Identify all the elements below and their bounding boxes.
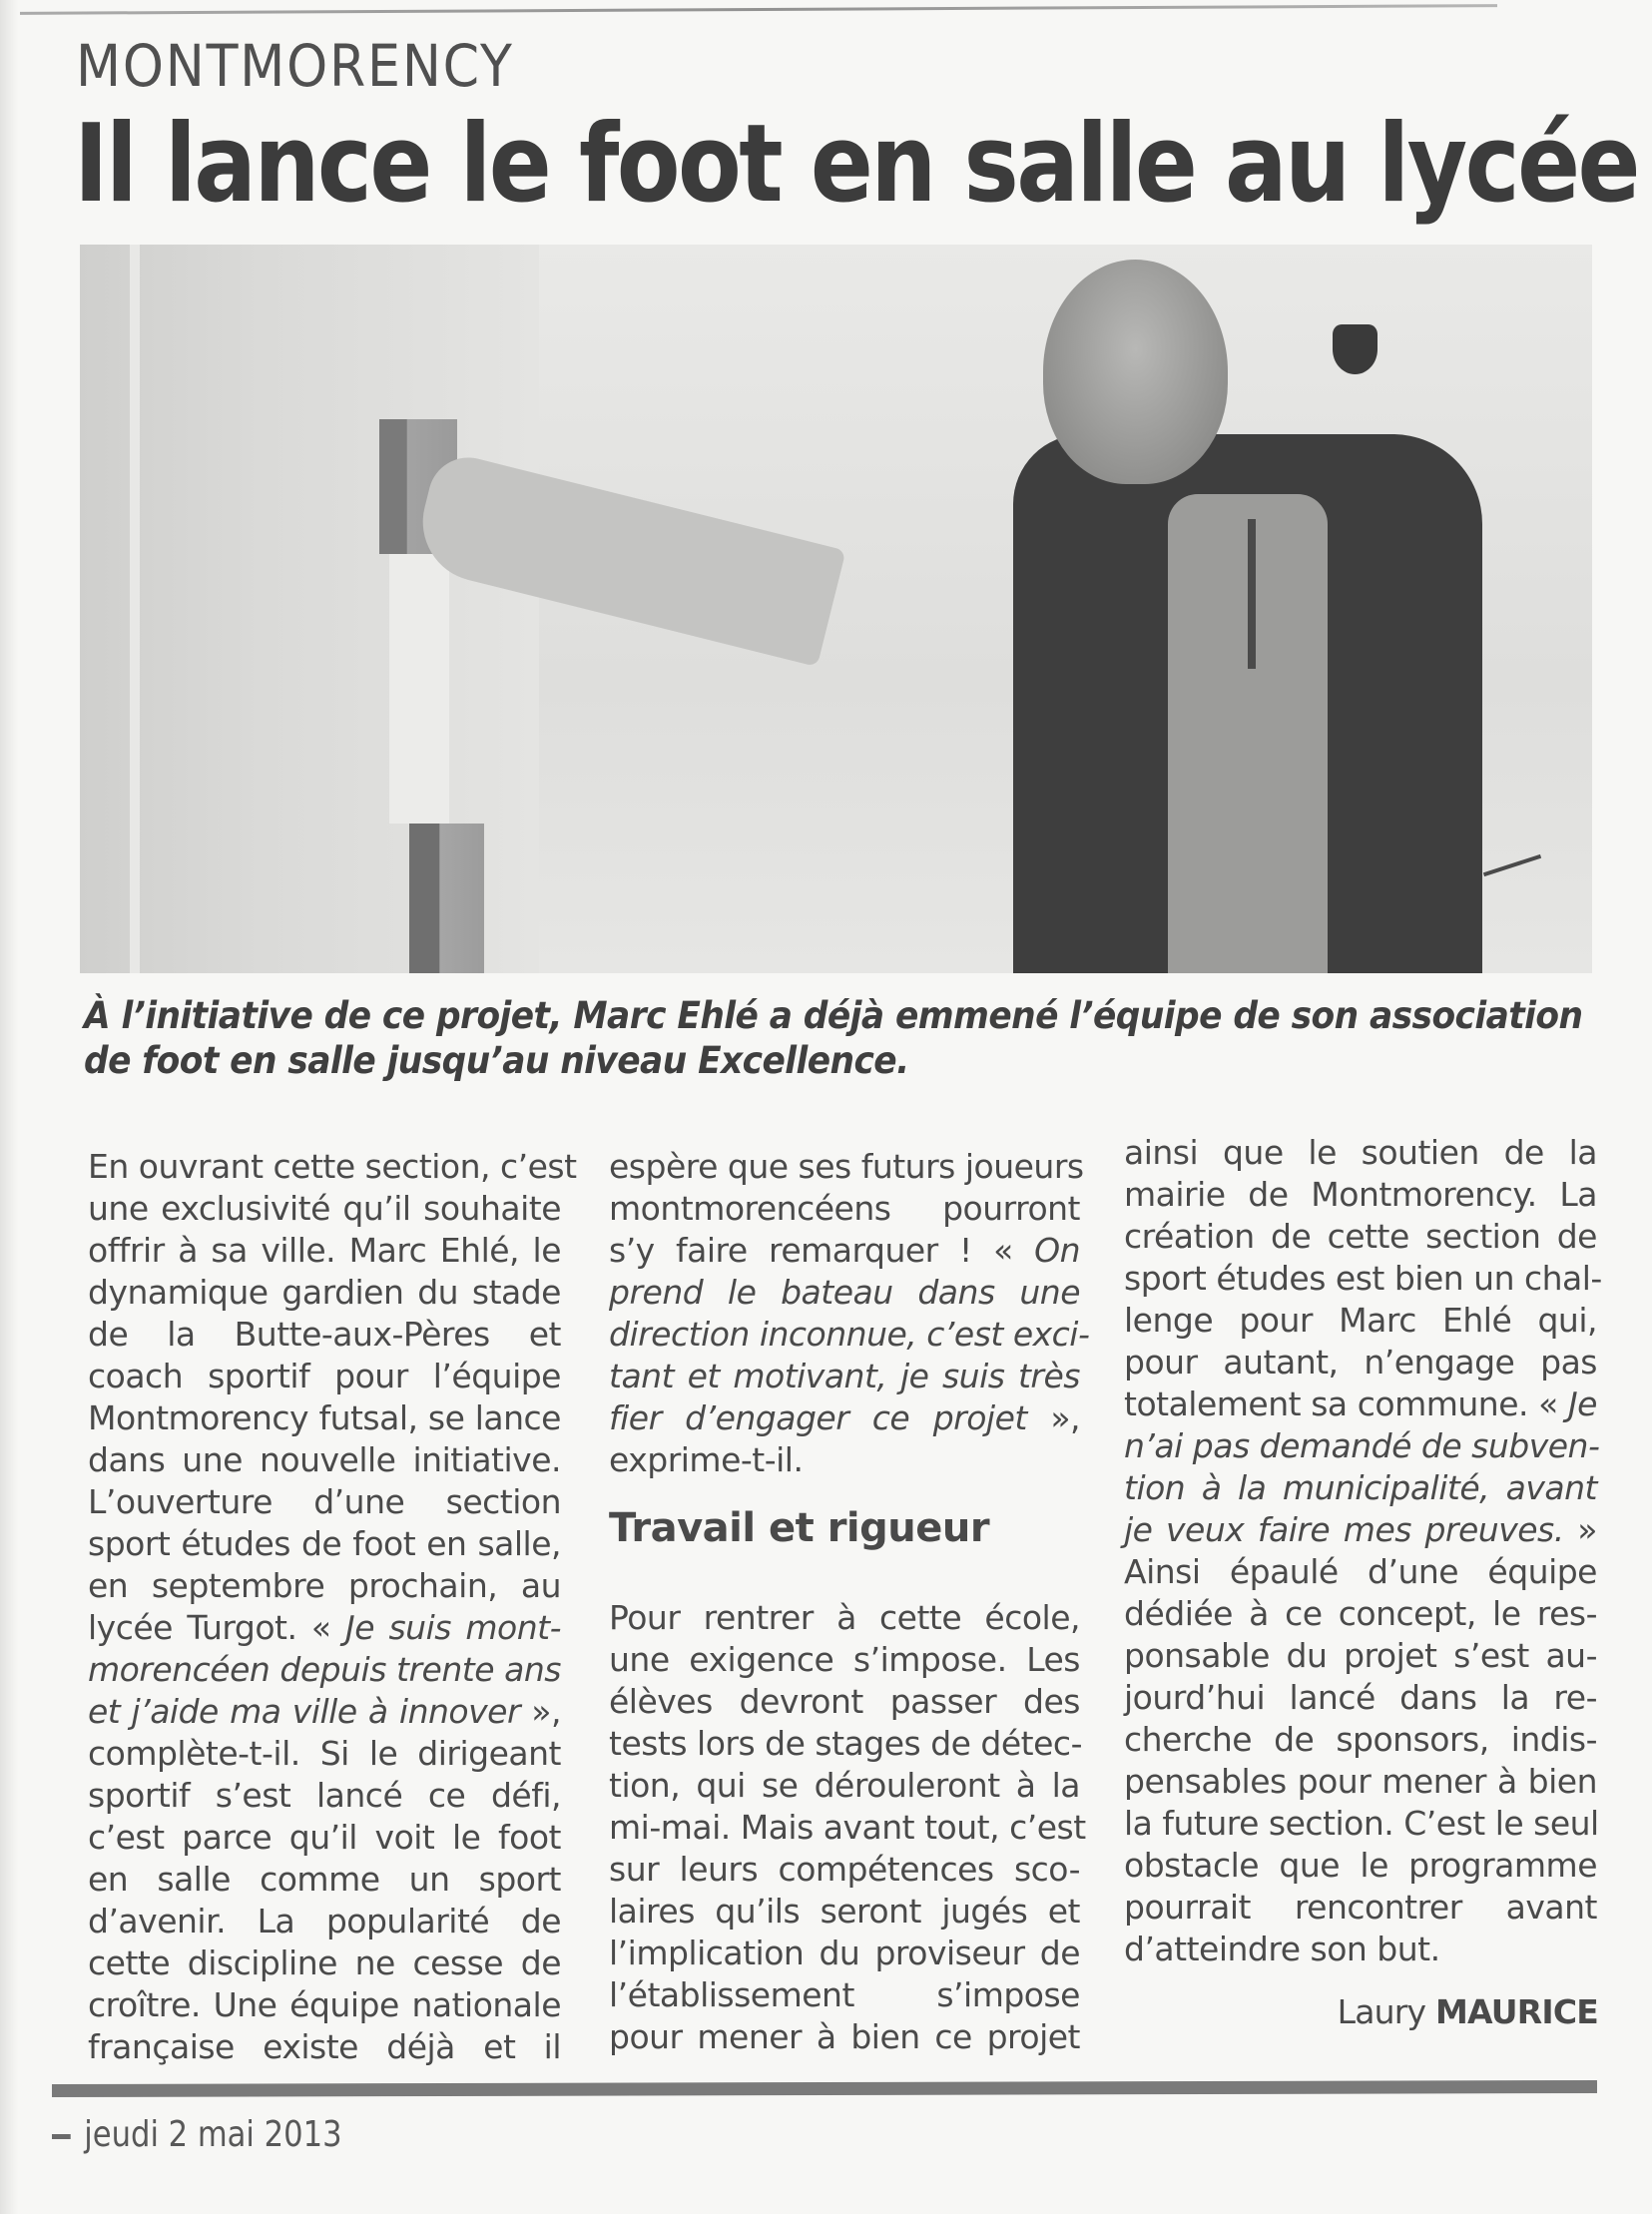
body-text: sur leurs compétences sco- [609,1850,1080,1889]
caption-line: de foot en salle jusqu’au niveau Excellence. [84,1039,909,1082]
text-line [88,1691,561,1733]
text-line [1124,1761,1597,1803]
text-line [88,1607,561,1649]
body-text: en salle comme un sport [88,1860,561,1899]
text-line [88,1859,561,1901]
body-text: croître. Une équipe nationale [88,1985,561,2024]
body-text: pensables pour mener à bien [1124,1762,1597,1801]
body-text: une exclusivité qu’il souhaite [88,1189,561,1228]
text-line [1124,1635,1597,1677]
body-text: dynamique gardien du stade [88,1273,561,1312]
body-text: dans une nouvelle initiative. [88,1440,561,1479]
body-text: mi-mai. Mais avant tout, c’est [609,1808,1086,1847]
text-line [609,1765,1080,1807]
body-text: » [1563,1510,1597,1549]
wall-badge [1333,324,1377,374]
text-line [609,1597,1080,1639]
body-text: Ainsi épaulé d’une équipe [1124,1552,1597,1591]
body-text: cherche de sponsors, indis- [1124,1720,1597,1759]
body-text: sport études de foot en salle, [88,1524,561,1563]
body-text: pourrait rencontrer avant [1124,1888,1597,1927]
photo-wall-line [130,245,140,973]
quote-text: tion à la municipalité, avant [1124,1468,1597,1507]
text-line [609,1849,1080,1891]
article-column-1 [88,1146,577,2068]
body-text: en septembre prochain, au [88,1566,561,1605]
body-text: totalement sa commune. « [1124,1384,1568,1423]
text-line [609,2016,1080,2058]
text-line [609,1230,1080,1272]
byline-last-name: MAURICE [1434,1992,1598,2031]
text-line [1124,1845,1597,1887]
article-column-2 [609,1146,1090,1481]
body-text: une exigence s’impose. Les [609,1640,1080,1679]
text-line [88,1901,561,1942]
text-line [1124,1300,1597,1342]
text-line [88,1942,561,1984]
text-line [1124,1174,1597,1216]
scan-edge [0,0,18,2214]
text-line [609,1314,1090,1356]
body-text: obstacle que le programme [1124,1846,1597,1885]
body-text: Montmorency futsal, se lance [88,1398,561,1437]
body-text: élèves devront passer des [609,1682,1080,1721]
byline [1333,1992,1598,2031]
scan-top-edge [20,4,1497,15]
text-line [1124,1425,1600,1467]
article-column-3 [1124,1132,1602,1970]
text-line [1124,1593,1597,1635]
goal-post-middle [389,554,449,824]
body-text: dédiée à ce concept, le res- [1124,1594,1597,1633]
text-line [609,1272,1080,1314]
text-line [88,1817,561,1859]
text-line [1124,1258,1602,1300]
text-line [609,1397,1080,1439]
quote-text: prend le bateau dans une [609,1273,1080,1312]
body-text: offrir à sa ville. Marc Ehlé, le [88,1231,561,1270]
text-line [1124,1551,1597,1593]
text-line [88,1356,561,1397]
text-line [609,1146,1084,1188]
body-text: d’atteindre son but. [1124,1930,1440,1968]
body-text: », [1026,1398,1080,1437]
byline-first-name: Laury [1337,1992,1426,2031]
body-text: la future section. C’est le seul [1124,1804,1599,1843]
body-text: l’implication du proviseur de [609,1934,1080,1972]
text-line [88,1481,561,1523]
text-line [1124,1719,1597,1761]
text-line [88,1565,561,1607]
text-line [88,1523,561,1565]
quote-text: et j’aide ma ville à innover [88,1692,521,1731]
body-text: jourd’hui lancé dans la re- [1124,1678,1597,1717]
man-head [1043,260,1228,484]
text-line [88,1439,561,1481]
text-line [1124,1887,1597,1929]
headline: Il lance le foot en salle au lycée [74,102,1638,227]
text-line [88,1314,561,1356]
caption-line: À l’initiative de ce projet, Marc Ehlé a déjà emmené l’équipe de son association [84,994,1583,1037]
footer-rule [52,2080,1597,2097]
text-line [609,1681,1080,1723]
body-text: lycée Turgot. « [88,1608,346,1647]
body-text: En ouvrant cette section, c’est [88,1147,577,1186]
text-line [88,1649,561,1691]
body-text: pour mener à bien ce projet [609,2017,1080,2056]
body-text: française existe déjà et il [88,2027,561,2066]
text-line [88,2026,561,2068]
body-text: ainsi que le soutien de la [1124,1133,1597,1172]
body-text: exprime-t-il. [609,1440,804,1479]
body-text: L’ouverture d’une section [88,1482,561,1521]
body-text: complète-t-il. Si le dirigeant [88,1734,561,1773]
quote-text: direction inconnue, c’est exci- [609,1315,1090,1354]
text-line [1124,1342,1597,1384]
body-text: pour autant, n’engage pas [1124,1343,1597,1382]
body-text: s’y faire remarquer ! « [609,1231,1035,1270]
article-photo [80,245,1592,973]
text-line [1124,1509,1597,1551]
quote-text: je veux faire mes preuves. [1124,1510,1564,1549]
body-text: ponsable du projet s’est au- [1124,1636,1597,1675]
body-text: de la Butte-aux-Pères et [88,1315,561,1354]
text-line [609,1807,1086,1849]
text-line [88,1733,561,1775]
body-text: d’avenir. La popularité de [88,1902,561,1940]
text-line [1124,1384,1597,1425]
body-text: cette discipline ne cesse de [88,1943,561,1982]
body-text: espère que ses futurs joueurs [609,1147,1084,1186]
body-text: tests lors de stages de détec- [609,1724,1082,1763]
body-text: laires qu’ils seront jugés et [609,1892,1080,1931]
body-text: montmorencéens pourront [609,1189,1080,1228]
quote-text: morencéen depuis trente ans [88,1650,561,1689]
quote-text: n’ai pas demandé de subven- [1124,1426,1600,1465]
body-text: sport études est bien un chal- [1124,1259,1602,1298]
body-text: », [520,1692,561,1731]
dash-mark [52,2134,71,2139]
text-line [1124,1929,1597,1970]
article-column-2-continued [609,1597,1086,2058]
body-text: mairie de Montmorency. La [1124,1175,1597,1214]
text-line [88,1397,561,1439]
body-text: coach sportif pour l’équipe [88,1357,561,1395]
text-line [1124,1677,1597,1719]
quote-text: Je suis mont- [345,1608,561,1647]
subheading: Travail et rigueur [609,1505,990,1551]
text-line [1124,1803,1597,1845]
text-line [609,1933,1080,1974]
text-line [609,1639,1080,1681]
quote-text: tant et motivant, je suis très [609,1357,1080,1395]
text-line [88,1775,561,1817]
body-text: sportif s’est lancé ce défi, [88,1776,561,1815]
quote-text: Je [1567,1384,1597,1423]
shirt-zip [1248,519,1256,669]
text-line [609,1723,1080,1765]
text-line [1124,1132,1597,1174]
text-line [1124,1216,1597,1258]
body-text: création de cette section de [1124,1217,1597,1256]
text-line [609,1974,1080,2016]
text-line [609,1188,1080,1230]
text-line [88,1984,561,2026]
body-text: Pour rentrer à cette école, [609,1598,1080,1637]
body-text: lenge pour Marc Ehlé qui, [1124,1301,1597,1340]
text-line [88,1272,561,1314]
text-line [609,1891,1080,1933]
goal-post-bottom [409,824,484,973]
text-line [88,1146,577,1188]
photo-caption [84,993,1601,1083]
section-label: MONTMORENCY [76,32,514,100]
body-text: c’est parce qu’il voit le foot [88,1818,561,1857]
body-text: l’établissement s’impose [609,1975,1080,2014]
text-line [88,1230,561,1272]
body-text: tion, qui se dérouleront à la [609,1766,1080,1805]
text-line [1124,1467,1597,1509]
footer [52,2114,342,2155]
text-line [88,1188,561,1230]
quote-text: fier d’engager ce projet [609,1398,1027,1437]
issue-date: jeudi 2 mai 2013 [84,2114,342,2155]
text-line [609,1356,1080,1397]
text-line [609,1439,1080,1481]
quote-text: On [1034,1231,1080,1270]
